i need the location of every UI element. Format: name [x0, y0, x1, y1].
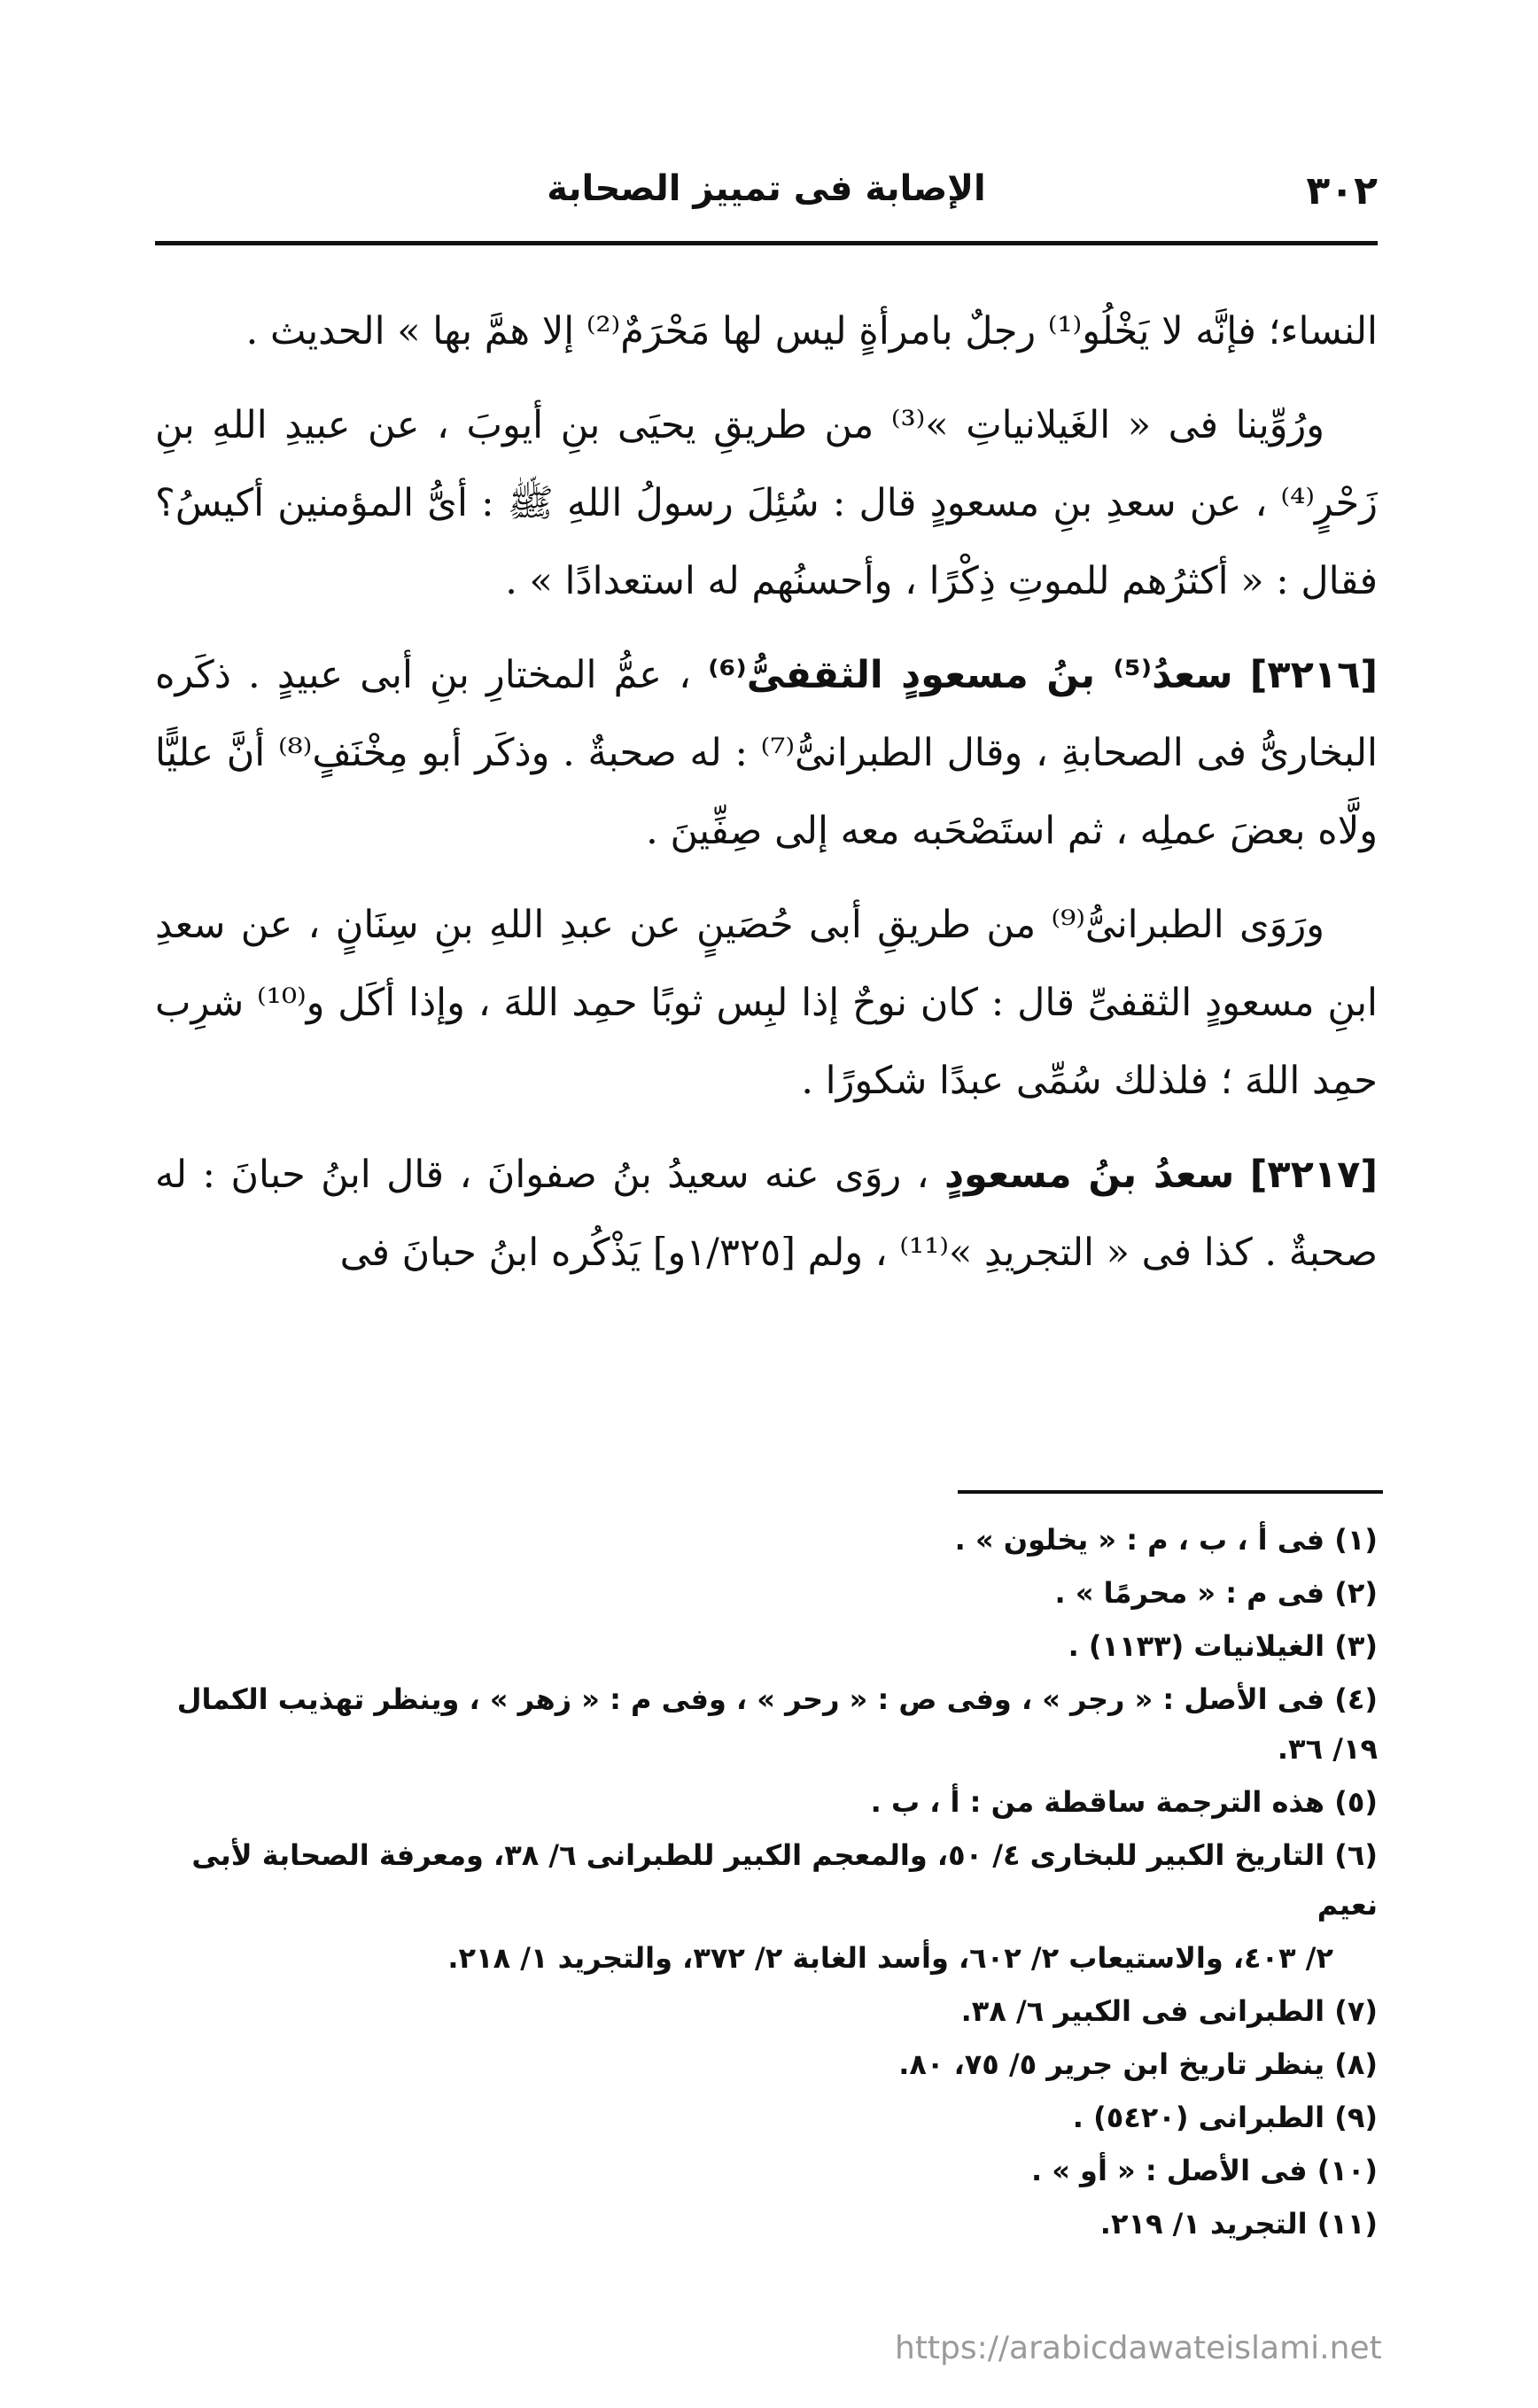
footnote-3: (٣) الغيلانيات (١١٣٣) .: [1068, 1629, 1378, 1663]
footnote-4: (٤) فى الأصل : « رجر » ، وفى ص : « رحر » ، وفى م : « زهر » ، وينظر تهذيب الكمال ١٩/ ٣٦.: [176, 1682, 1378, 1766]
footnote-6: (٦) التاريخ الكبير للبخارى ٤/ ٥٠، والمعجم الكبير للطبرانى ٦/ ٣٨، ومعرفة الصحابة لأبى نعيم: [191, 1838, 1378, 1922]
entry-number: [٣٢١٧]: [1249, 1153, 1378, 1197]
entry-3217: [155, 1136, 1378, 1292]
paragraph-2: ورُوِّينا فى « الغَيلانياتِ »⁽³⁾ من طريقِ يحيَى بنِ أيوبَ ، عن عبيدِ اللهِ بنِ زَحْرٍ⁽⁴⁾ ، عن سعدِ بنِ مسعودٍ قال : سُئِلَ رسولُ اللهِ ﷺ : أىُّ المؤمنين أكيسُ؟ فقال : « أكثرُهم للموتِ ذِكْرًا ، وأحسنُهم له استعدادًا » .: [155, 403, 1378, 603]
footnote-6-continued: ٢/ ٤٠٣، والاستيعاب ٢/ ٦٠٢، وأسد الغابة ٢/ ٣٧٢، والتجريد ١/ ٢١٨.: [447, 1941, 1333, 1975]
watermark: https://arabicdawateislami.net: [895, 2330, 1382, 2366]
entry-text: ، روَى عنه سعيدُ بنُ صفوانَ ، قال ابنُ حبانَ : له صحبةٌ . كذا فى « التجريدِ »⁽¹¹⁾ ، ولم [١/٣٢٥و] يَذْكُره ابنُ حبانَ فى: [155, 1153, 1378, 1275]
footnote-9: (٩) الطبرانى (٥٤٢٠) .: [1072, 2101, 1378, 2134]
footnote-8: (٨) ينظر تاريخ ابن جرير ٥/ ٧٥، ٨٠.: [898, 2047, 1378, 2081]
footnote-11: (١١) التجريد ١/ ٢١٩.: [1099, 2207, 1378, 2241]
footnotes: [155, 1515, 1378, 2252]
footnote-2: (٢) فى م : « محرمًا » .: [1054, 1576, 1378, 1610]
footnote-1: (١) فى أ ، ب ، م : « يخلون » .: [954, 1523, 1378, 1557]
entry-text: ، عمُّ المختارِ بنِ أبى عبيدٍ . ذكَره البخارىُّ فى الصحابةِ ، وقال الطبرانىُّ⁽⁷⁾ : له صحبةٌ . وذكَر أبو مِخْنَفٍ⁽⁸⁾ أنَّ عليًّا ولَّاه بعضَ عملِه ، ثم استَصْحَبه معه إلى صِفِّينَ .: [155, 653, 1378, 853]
entry-3216: [155, 636, 1378, 870]
main-text: [155, 292, 1378, 1308]
footnote-5: (٥) هذه الترجمة ساقطة من : أ ، ب .: [870, 1785, 1378, 1819]
header-rule: [155, 241, 1378, 245]
footnote-rule: [958, 1490, 1383, 1494]
page-number: ٣٠٢: [1306, 168, 1378, 214]
running-title: الإصابة فى تمييز الصحابة: [547, 168, 986, 209]
entry-name: سعدُ⁽⁵⁾ بنُ مسعودٍ الثقفىُّ⁽⁶⁾: [708, 653, 1233, 697]
paragraph-1: النساء؛ فإنَّه لا يَخْلُو⁽¹⁾ رجلٌ بامرأةٍ ليس لها مَحْرَمٌ⁽²⁾ إلا همَّ بها » الحديث .: [245, 309, 1378, 353]
footnote-10: (١٠) فى الأصل : « أو » .: [1030, 2154, 1378, 2187]
page-header: [155, 168, 1378, 221]
paragraph-4: ورَوَى الطبرانىُّ⁽⁹⁾ من طريقِ أبى حُصَينٍ عن عبدِ اللهِ بنِ سِنَانٍ ، عن سعدِ ابنِ مسعودٍ الثقفىِّ قال : كان نوحٌ إذا لبِس ثوبًا حمِد اللهَ ، وإذا أكَل و⁽¹⁰⁾ شرِب حمِد اللهَ ؛ فلذلك سُمِّى عبدًا شكورًا .: [155, 903, 1378, 1103]
entry-name: سعدُ بنُ مسعودٍ: [944, 1153, 1235, 1197]
entry-number: [٣٢١٦]: [1249, 653, 1379, 697]
footnote-7: (٧) الطبرانى فى الكبير ٦/ ٣٨.: [960, 1994, 1378, 2028]
